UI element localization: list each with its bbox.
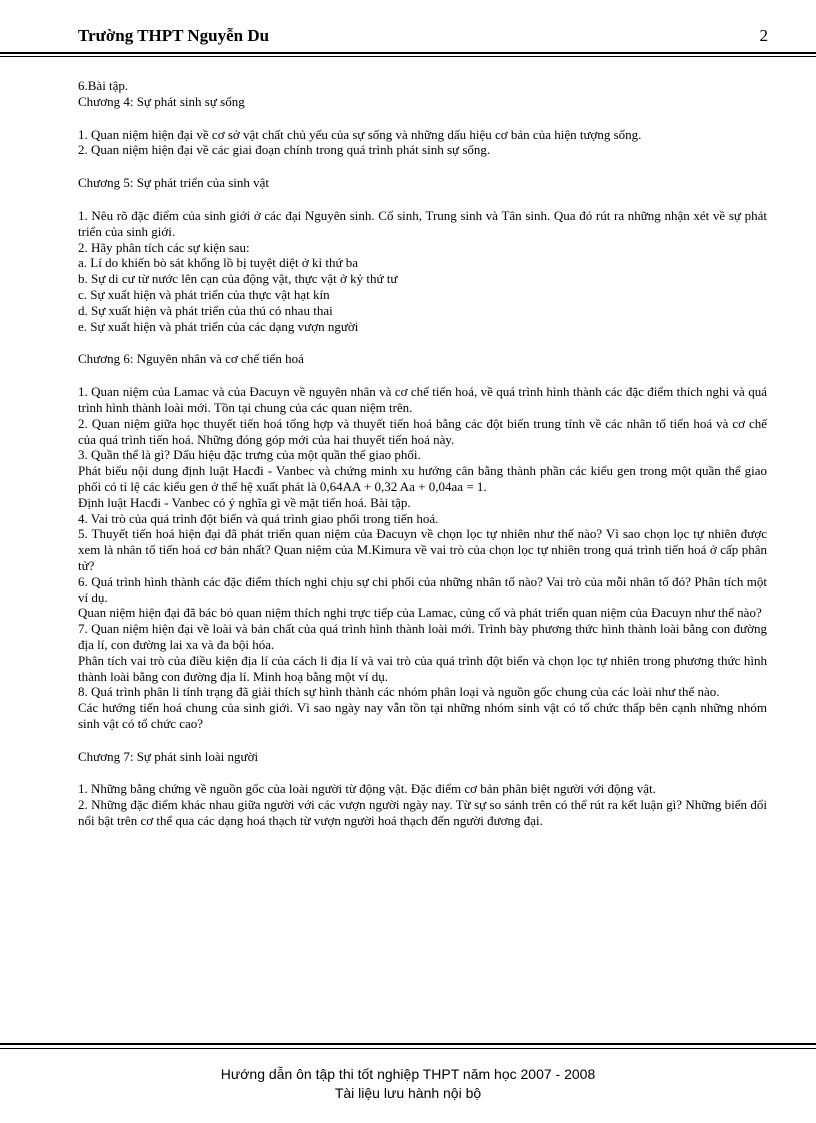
question: 4. Vai trò của quá trình đột biến và quá trình giao phối trong tiến hoá. <box>78 510 439 526</box>
sub-item: d. Sự xuất hiện và phát triển của thú có nhau thai <box>78 302 333 318</box>
chapter-heading: Chương 6: Nguyên nhân và cơ chế tiến hoá <box>78 351 304 367</box>
chapter-heading: Chương 4: Sự phát sinh sự sống <box>78 93 245 109</box>
school-name: Trường THPT Nguyễn Du <box>78 26 270 45</box>
paragraph: Định luật Hacđi - Vanbec có ý nghĩa gì về mặt tiến hoá. Bài tập. <box>78 494 411 510</box>
sub-item: e. Sự xuất hiện và phát triển của các dạng vượn người <box>78 318 359 334</box>
chapter-heading: Chương 5: Sự phát triển của sinh vật <box>78 175 270 191</box>
sub-item: a. Lí do khiến bò sát khổng lồ bị tuyệt diệt ở kỉ thứ ba <box>78 255 359 271</box>
footer-rule-thick <box>0 1043 816 1045</box>
question: 1. Quan niệm của Lamac và của Đacuyn về nguyên nhân và cơ chế tiến hoá, về quá trình hình thành các đặc điểm thích nghi và quá trình hình thành loài mới. Tồn tại chung của các quan niệm trên. <box>78 384 767 415</box>
document-body <box>78 78 767 829</box>
question: 1. Quan niệm hiện đại về cơ sở vật chất chủ yếu của sự sống và những dấu hiệu cơ bản của hiện tượng sống. <box>78 126 642 142</box>
question: 2. Quan niệm hiện đại về các giai đoạn chính trong quá trình phát sinh sự sống. <box>78 142 491 158</box>
page-header <box>78 26 768 50</box>
section-heading: 6.Bài tập. <box>78 78 129 93</box>
question: 6. Quá trình hình thành các đặc điểm thích nghi chịu sự chi phối của những nhân tố nào? Vai trò của mỗi nhân tố đó? Phân tích một ví dụ. <box>78 573 767 605</box>
question: 2. Những đặc điểm khác nhau giữa người với các vượn người ngày nay. Từ sự so sánh trên có thể rút ra kết luận gì? Những biến đổi nổi bật trên cơ thể qua các dạng hoá thạch từ vượn người hoá thạch đến người đương đại. <box>78 797 767 829</box>
question: 1. Những bằng chứng về nguồn gốc của loài người từ động vật. Đặc điểm cơ bản phân biệt người với động vật. <box>78 781 656 797</box>
question: 2. Quan niệm giữa học thuyết tiến hoá tổng hợp và thuyết tiến hoá bằng các đột biến trung tính về các nhân tố tiến hoá và cơ chế của quá trình tiến hoá. Những đóng góp mới của hai thuyết tiến hoá này. <box>78 415 767 447</box>
chapter-heading: Chương 7: Sự phát sinh loài người <box>78 748 259 764</box>
question: 8. Quá trình phân li tính trạng đã giải thích sự hình thành các nhóm phân loại và nguồn gốc chung của các loài như thế nào. <box>78 684 720 700</box>
sub-item: c. Sự xuất hiện và phát triển của thực vật hạt kín <box>78 286 330 302</box>
header-rule-thick <box>0 52 816 54</box>
paragraph: Phân tích vai trò của điều kiện địa lí của cách li địa lí và vai trò của quá trình đột biến và chọn lọc tự nhiên trong phương thức hình thành loài bằng con đường địa lí. Minh hoạ bằng một ví dụ. <box>78 652 767 684</box>
footer-note: Tài liệu lưu hành nội bộ <box>334 1085 482 1101</box>
paragraph: Quan niệm hiện đại đã bác bỏ quan niệm thích nghi trực tiếp của Lamac, củng cố và phát triển quan niệm của Đacuyn như thế nào? <box>78 605 762 621</box>
question: 2. Hãy phân tích các sự kiện sau: <box>78 239 250 255</box>
question: 7. Quan niệm hiện đại về loài và bản chất của quá trình hình thành loài mới. Trình bày phương thức hình thành loài bằng con đường địa lí, con đường lai xa và đa bội hóa. <box>78 621 767 652</box>
paragraph: Các hướng tiến hoá chung của sinh giới. Vì sao ngày nay vẫn tồn tại những nhóm sinh vật có tổ chức thấp bên cạnh những nhóm sinh vật có tổ chức cao? <box>78 700 767 731</box>
question: 5. Thuyết tiến hoá hiện đại đã phát triển quan niệm của Đacuyn về chọn lọc tự nhiên như thế nào? Vì sao chọn lọc tự nhiên được xem là nhân tố tiến hoá cơ bản nhất? Quan niệm của M.Kimura về vai trò của chọn lọc tự nhiên trong quá trình tiến hoá ở cấp phân tử? <box>78 526 767 573</box>
question: 1. Nêu rõ đặc điểm của sinh giới ở các đại Nguyên sinh. Cổ sinh, Trung sinh và Tân sinh. Qua đó rút ra những nhận xét về sự phát triển của sinh giới. <box>78 207 767 239</box>
paragraph: Phát biểu nội dung định luật Hacđi - Vanbec và chứng minh xu hướng cân bằng thành phần các kiểu gen trong một quần thể giao phối có tỉ lệ các kiểu gen ở thế hệ xuất phát là 0,64AA + 0,32 Aa + 0,04aa = 1. <box>78 463 767 494</box>
header-rule-thin <box>0 56 816 57</box>
footer-title: Hướng dẫn ôn tập thi tốt nghiệp THPT năm học 2007 - 2008 <box>220 1066 596 1082</box>
footer-rule-thin <box>0 1048 816 1049</box>
question: 3. Quần thể là gì? Dấu hiệu đặc trưng của một quần thể giao phối. <box>78 447 421 463</box>
page-number: 2 <box>759 26 768 45</box>
sub-item: b. Sự di cư từ nước lên cạn của động vật, thực vật ở kỷ thứ tư <box>78 271 398 287</box>
